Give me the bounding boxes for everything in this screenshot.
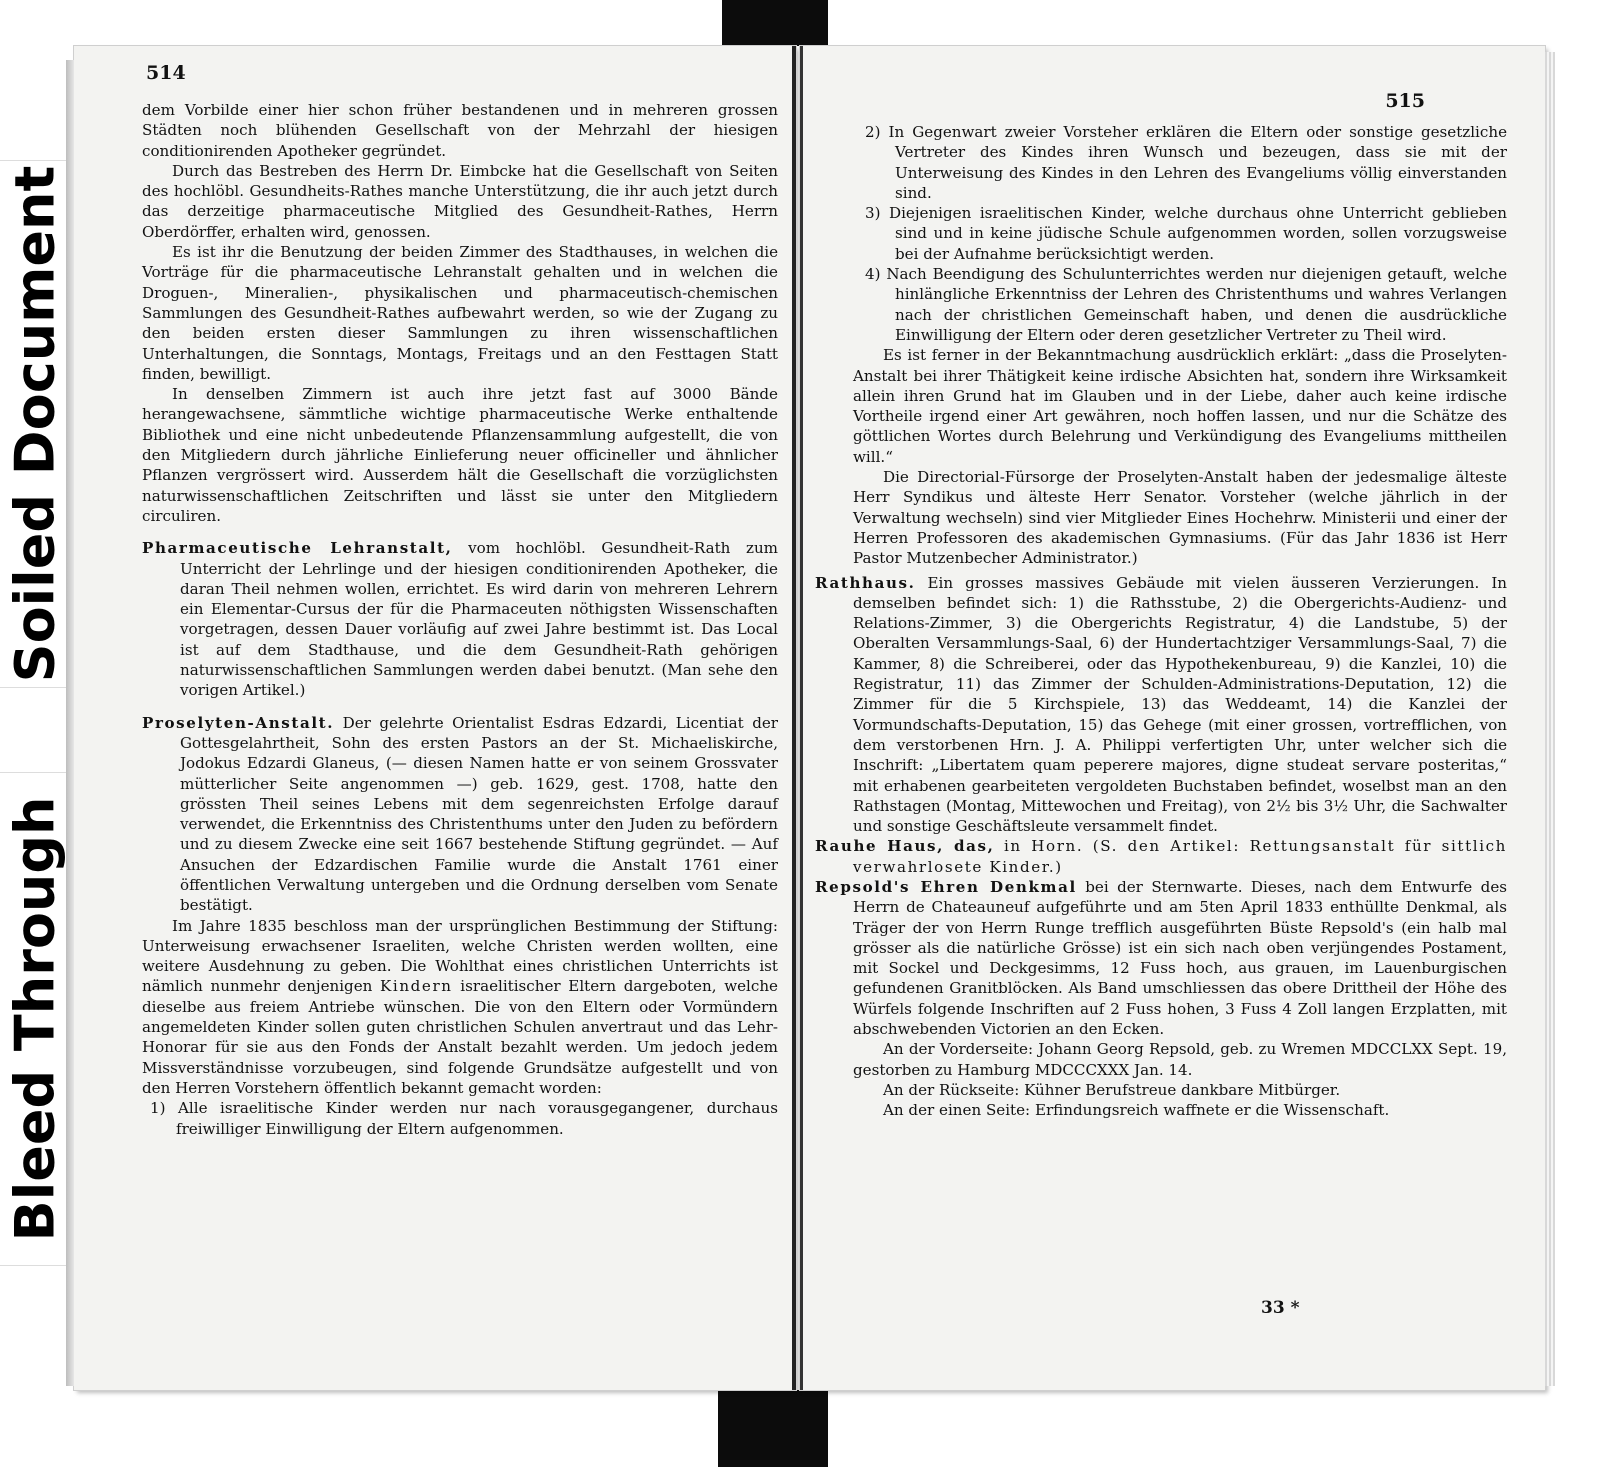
entry-rathhaus <box>815 573 1507 837</box>
numbered-item: 2) In Gegenwart zweier Vorsteher erklären die Eltern oder sonstige gesetzliche Vertreter des Kindes ihren Wunsch und bezeugen, dass sie mit der Unterweisung des Kindes in den Lehren des Evangeliums völlig einverstanden sind. <box>865 123 1507 202</box>
right-page <box>800 46 1545 1390</box>
inscription-line: An der einen Seite: Erfindungsreich waffnete er die Wissenschaft. <box>883 1101 1390 1120</box>
entry-text: Der gelehrte Orientalist Esdras Edzardi, Licentiat der Gottesgelahrtheit, Sohn des ersten Pastors an der St. Michaeliskirche, Jodokus Edzardi Glaneus, (— diesen Namen hatte er von seinem Grossvater mütterlicher Seite angenommen —) geb. 1629, gest. 1708, hatte den grössten Theil seines Lebens mit dem segenreichsten Erfolge darauf verwendet, die Erkenntniss des Christenthums unter den Juden zu befördern und zu diesem Zwecke eine seit 1667 bestehende Stiftung gegründet. — Auf Ansuchen der Edzardischen Familie wurde die Anstalt 1761 einer öffentlichen Verwaltung untergeben und die Ordnung derselben vom Senate bestätigt. <box>180 713 778 915</box>
numbered-item: 3) Diejenigen israelitischen Kinder, welche durchaus ohne Unterricht geblieben sind und in keine jüdische Schule aufgenommen worden, sollen vorzugsweise bei der Aufnahme berücksichtigt werden. <box>865 204 1507 263</box>
entry-rauhe-haus <box>815 836 1507 877</box>
numbered-item: 4) Nach Beendigung des Schulunterrichtes werden nur diejenigen getauft, welche hinlängliche Erkenntniss der Lehren des Christenthums und wahres Verlangen nach der christlichen Gemeinschaft haben, und denen die ausdrückliche Einwilligung der Eltern oder deren gesetzlicher Vertreter zu Theil wird. <box>865 265 1507 344</box>
signature-mark: 33 * <box>1261 1298 1300 1318</box>
paragraph: Durch das Bestreben des Herrn Dr. Eimbcke hat die Gesellschaft von Seiten des hochlöbl. Gesundheits-Rathes manche Unterstützung, die ihr auch jetzt durch das derzeitige pharmaceutische Mitglied des Gesundheit-Rathes, Herrn Oberdörffer, erhalten wird, genossen. <box>142 161 778 241</box>
entry-text: Ein grosses massives Gebäude mit vielen äusseren Verzierungen. In demselben befindet sich: 1) die Rathsstube, 2) die Obergerichts-Audienz- und Relations-Zimmer, 3) die Obergerichts Registratur, 4) die Landstube, 5) der Oberalten Versammlungs-Saal, 6) der Hundertachtziger Versammlungs-Saal, 7) die Kammer, 8) die Schreiberei, oder das Hypothekenbureau, 9) die Kanzlei, 10) die Registratur, 11) das Zimmer der Schulden-Administrations-Deputation, 12) die Zimmer für die 5 Kirchspiele, 13) das Weddeamt, 14) die Kanzlei der Vormundschafts-Deputation, 15) das Gehege (mit einer grossen, vortrefflichen, von dem verstorbenen Hrn. J. A. Philippi verfertigten Uhr, unter welcher sich die Inschrift: „Libertatem quam peperere majores, digne studeat servare posteritas,“ mit erhabenen gearbeiteten vergoldeten Buchstaben befindet, woselbst man an den Rathstagen (Montag, Mittewochen und Freitag), von 2½ bis 3½ Uhr, die Sachwalter und sonstige Geschäftsleute versammelt findet. <box>853 573 1507 836</box>
soiled-document-label <box>0 160 71 688</box>
paragraph: Es ist ferner in der Bekanntmachung ausdrücklich erklärt: „dass die Proselyten-Anstalt bei ihrer Thätigkeit keine irdische Absichten hat, sondern ihre Wirksamkeit allein ihren Grund hat im Glauben und in der Liebe, daher auch keine irdische Vortheile irgend einer Art gewähren, noch hoffen lassen, und nur die Schätze des göttlichen Wortes durch Belehrung und Verkündigung des Evangeliums mittheilen will.“ <box>853 346 1507 466</box>
numbered-item: 1) Alle israelitische Kinder werden nur nach vorausgegangener, durchaus freiwilliger Einwilligung der Eltern aufgenommen. <box>150 1099 778 1138</box>
entry-text: in Horn. (S. den Artikel: Rettungsanstalt für sittlich verwahrlosete Kinder.) <box>853 837 1507 876</box>
soiled-document-label-text: Soiled Document <box>3 165 67 683</box>
binding-spine-bottom <box>718 1390 828 1467</box>
entry-lemma: Repsold's Ehren Denkmal <box>815 877 1077 896</box>
binding-spine-top <box>722 0 828 46</box>
entry-repsold-denkmal <box>815 877 1507 1039</box>
page-number-right: 515 <box>1385 90 1425 112</box>
paragraph: Die Directorial-Fürsorge der Proselyten-Anstalt haben der jedesmalige älteste Herr Syndikus und älteste Herr Senator. Vorsteher (welche jährlich in der Verwaltung wechseln) sind vier Mitglieder Eines Hochehrw. Ministerii und einer der Herren Professoren des akademischen Gymnasiums. (Für das Jahr 1836 ist Herr Pastor Mutzenbecher Administrator.) <box>853 468 1507 568</box>
entry-lemma: Rathhaus. <box>815 573 916 592</box>
inscription-line: An der Rückseite: Kühner Berufstreue dankbare Mitbürger. <box>883 1080 1341 1099</box>
entry-lemma: Rauhe Haus, das, <box>815 837 995 856</box>
entry-text: bei der Sternwarte. Dieses, nach dem Entwurfe des Herrn de Chateauneuf aufgeführte und am 5ten April 1833 enthüllte Denkmal, als Träger der von Herrn Runge trefflich ausgeführten Büste Repsold's (ein halb mal grösser als die natürliche Grösse) ist ein sich nach oben verjüngendes Postament, mit Sockel und Deckgesimms, 12 Fuss hoch, aus grauen, im Lauenburgischen gefundenen Granitblöcken. Als Band umschliessen das obere Drittheil der Höhe des Würfels folgende Inschriften auf 2 Fuss hohen, 3 Fuss 4 Zoll langen Erzplatten, mit abschwebenden Victorien an den Ecken. <box>853 877 1507 1039</box>
right-column <box>815 122 1507 1121</box>
paragraph: Es ist ihr die Benutzung der beiden Zimmer des Stadthauses, in welchen die Vorträge für die pharmaceutische Lehranstalt gehalten und in welchen die Droguen-, Mineralien-, physikalischen und pharmaceutisch-chemischen Sammlungen des Gesundheit-Rathes aufbewahrt werden, so wie der Zugang zu den beiden ersten dieser Sammlungen zu ihren wissenschaftlichen Unterhaltungen, die Sonntags, Montags, Freitags und an den Festtagen Statt finden, bewilligt. <box>142 243 778 383</box>
paragraph: dem Vorbilde einer hier schon früher bestandenen und in mehreren grossen Städten noch blühenden Gesellschaft von der Mehrzahl der hiesigen conditionirenden Apotheker gegründet. <box>142 101 778 160</box>
entry-text: vom hochlöbl. Gesundheit-Rath zum Unterricht der Lehrlinge und der hiesigen conditionirenden Apotheker, die daran Theil nehmen wollen, errichtet. Es wird darin von mehreren Lehrern ein Elementar-Cursus der für die Pharmaceuten nöthigsten Wissenschaften vorgetragen, dessen Dauer vorläufig auf zwei Jahre bestimmt ist. Das Local ist auf dem Stadthause, und die dem Gesundheit-Rath gehörigen naturwissenschaftlichen Sammlungen werden dabei benutzt. (Man sehe den vorigen Artikel.) <box>180 539 778 700</box>
entry-proselyten-anstalt <box>142 713 778 916</box>
paragraph-text: israelitischer Eltern dargeboten, welche dieselbe aus freiem Antriebe wünschen. Die von den Eltern oder Vormündern angemeldeten Kinder sollen guten christlichen Schulen anvertraut und das Lehr-Honorar für sie aus den Fonds der Anstalt bezahlt werden. Um jedoch jedem Missverständnisse vorzubeugen, sind folgende Grundsätze aufgestellt und von den Herren Vorstehern öffentlich bekannt gemacht worden: <box>142 977 778 1097</box>
entry-lemma: Pharmaceutische Lehranstalt, <box>142 539 453 558</box>
inscription-line: An der Vorderseite: Johann Georg Repsold, geb. zu Wremen MDCCLXX Sept. 19, gestorben zu Hamburg MDCCCXXX Jan. 14. <box>853 1040 1507 1079</box>
bleed-through-label-text: Bleed Through <box>3 796 67 1242</box>
paragraph-text: Im Jahre 1835 beschloss man der ursprünglichen Bestimmung der Stiftung: Unterweisung erwachsener Israeliten, welche Christen werden wollten, eine weitere Ausdehnung zu geben. Die Wohlthat eines christlichen Unterrichts ist nämlich nunmehr denjenigen <box>142 916 778 996</box>
paragraph-1835 <box>142 916 778 1099</box>
bleed-through-label <box>0 772 71 1266</box>
left-page <box>74 46 796 1390</box>
page-number-left: 514 <box>146 62 186 84</box>
entry-lemma: Proselyten-Anstalt. <box>142 713 335 732</box>
entry-pharmaceutische-lehranstalt <box>142 538 778 700</box>
spaced-word: Kindern <box>380 977 453 996</box>
paragraph: In denselben Zimmern ist auch ihre jetzt fast auf 3000 Bände herangewachsene, sämmtliche wichtige pharmaceutische Werke enthaltende Bibliothek und eine nicht unbedeutende Pflanzensammlung aufgestellt, die von den Mitgliedern durch jährliche Einlieferung neuer officineller und ähnlicher Pflanzen vergrössert wird. Ausserdem hält die Gesellschaft die vorzüglichsten naturwissenschaftlichen Zeitschriften und lässt sie unter den Mitgliedern circuliren. <box>142 385 778 525</box>
left-column <box>142 100 778 1139</box>
